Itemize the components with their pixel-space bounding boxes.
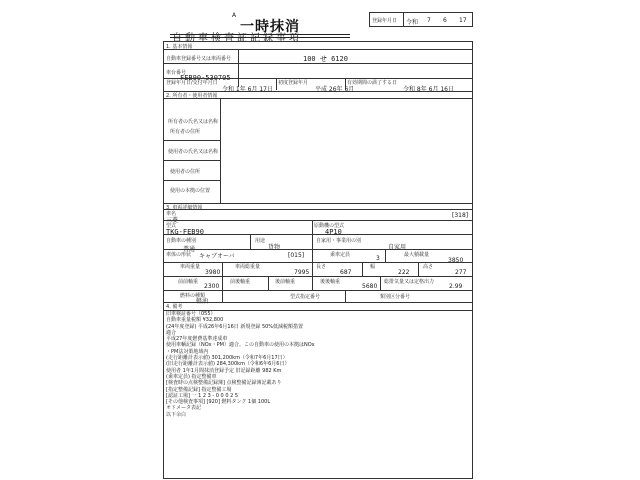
model-no-label: 型式指定番号 <box>290 294 321 300</box>
section-basic: 1. 基本情報 <box>166 44 193 50</box>
issue-date-era: 令和 <box>406 19 419 26</box>
expiry-value: 令和 8年 6月 16日 <box>403 86 454 93</box>
vehicle-type-value: TKG-FEB90 <box>166 228 204 236</box>
issue-date-label: 登録年月日 <box>372 18 398 24</box>
rule <box>385 249 386 262</box>
form-title-strike <box>170 34 350 35</box>
weight-label: 車両重量 <box>180 264 201 270</box>
class-no-label: 類別区分番号 <box>380 294 411 300</box>
rule <box>163 209 473 210</box>
expiry-label: 有効期間の満了する日 <box>347 80 398 86</box>
rule <box>312 276 313 290</box>
section-vehicle: 3. 車両詳細情報 <box>166 205 203 211</box>
use-value: 貨物 <box>268 244 281 251</box>
vehicle-type-label: 型式 <box>166 223 177 229</box>
business-label: 自家用・事業用の別 <box>316 238 362 244</box>
rule <box>345 78 346 90</box>
displacement-label: 総排気量又は定格出力 <box>384 279 435 285</box>
rule <box>163 234 473 235</box>
width-value: 222 <box>398 269 410 276</box>
first-reg2-label: 初度登録年月 <box>278 80 309 86</box>
first-reg-label: 登録年月日/交付年月日 <box>166 80 218 86</box>
remarks-line: 自動車重量税額 ¥32,800 <box>166 317 224 324</box>
rule <box>380 276 381 290</box>
owner-row-label: 所有者の住所 <box>170 129 201 135</box>
rule <box>163 49 473 50</box>
owner-row-label: 所有者の氏名又は名称 <box>168 119 219 125</box>
owner-row-label: 使用者の氏名又は名称 <box>168 149 219 155</box>
owner-row-label: 使用者の住所 <box>170 169 201 175</box>
remarks-line: 旧車検証番号（055） <box>166 311 216 317</box>
section-owner: 2. 所有者・使用者情報 <box>166 93 218 99</box>
rule <box>163 220 473 221</box>
owner-row-label: 使用の本拠の位置 <box>170 188 211 194</box>
kind-label: 自動車の種別 <box>166 238 197 244</box>
mark-a: A <box>232 12 237 19</box>
front-axle-label: 前前軸重 <box>178 279 199 285</box>
model-code: [318] <box>452 212 469 219</box>
height-value: 277 <box>455 269 467 276</box>
length-value: 687 <box>340 269 352 276</box>
front-axle-value: 2300 <box>204 283 220 290</box>
displacement-value: 2.99 <box>449 283 463 290</box>
remarks-line: [指定整備記録] 指定整備工場 <box>166 386 232 393</box>
remarks-line: ・PM法対策地域内 <box>166 348 209 355</box>
chassis-label: 車台番号 <box>166 70 187 76</box>
fuel-value: 軽油 <box>196 298 209 305</box>
rule <box>163 302 473 303</box>
capacity-value: 3 <box>376 255 380 262</box>
rule <box>222 276 223 290</box>
use-label: 用途 <box>255 238 266 244</box>
rule <box>345 290 346 302</box>
reg-no-label: 自動車登録番号又は車両番号 <box>166 56 232 62</box>
business-value: 自家用 <box>388 244 407 251</box>
rule <box>163 203 473 204</box>
rule <box>163 140 221 141</box>
rule <box>268 276 269 290</box>
vehicle-name-value: 三菱 <box>166 217 179 224</box>
issue-date-month: 6 <box>443 17 447 24</box>
remarks-line: (走行距離計表示値) 301,200km（令和7年6月17日） <box>166 355 288 362</box>
remarks-line: 平成27年度燃費基準達成車 <box>166 336 228 343</box>
rule <box>250 234 251 249</box>
rule <box>163 63 473 64</box>
section-remarks: 4. 備考 <box>166 304 183 310</box>
remarks-line: 適合 <box>166 329 177 336</box>
remarks-line: [検査時の点検整備記録簿] 点検整備記録簿記載あり <box>166 380 282 387</box>
remarks-line: (旧走行距離計表示値) 284,300km（令和6年6月6日） <box>166 361 290 368</box>
height-label: 高さ <box>423 264 434 270</box>
rule <box>362 262 363 276</box>
vehicle-name-label: 車名 <box>166 211 177 217</box>
remarks-line: [その他検査事項] [920] 燃料タンク 1個 100L <box>166 399 271 406</box>
axle2-label: 前後軸重 <box>230 279 251 285</box>
rule <box>312 262 313 276</box>
form-title-strike-2 <box>170 37 350 38</box>
remarks-line: (乗車定員) 指定整備車 <box>166 373 217 380</box>
axle3-label: 後前軸重 <box>275 279 296 285</box>
first-reg-value: 令和 1年 6月 17日 <box>222 86 273 93</box>
rule <box>163 160 221 161</box>
remarks-line: オドメータ表記 <box>166 405 201 412</box>
length-label: 長さ <box>316 264 327 270</box>
max-load-label: 最大積載量 <box>404 252 430 258</box>
rule <box>163 276 473 277</box>
remarks-line: (24年度登録) 平成26年6月16日 新規登録 50%低減税額措置 <box>166 323 304 330</box>
body-code: [015] <box>288 252 305 259</box>
engine-label: 原動機の型式 <box>314 223 345 229</box>
weight-value: 3980 <box>205 269 221 276</box>
kind-value: 普通 <box>183 246 196 253</box>
rule <box>163 98 473 99</box>
max-load-value: 3850 <box>448 257 464 264</box>
body-value: キャブオーバ <box>199 253 235 260</box>
remarks-line: 使用者 1年1月間抹消登録予定 旧記録距離 982 Km <box>166 367 282 374</box>
rule <box>222 290 223 302</box>
gross-value: 7995 <box>294 269 310 276</box>
rule <box>220 98 221 203</box>
first-reg2-value: 平成 26年 6月 <box>315 86 355 93</box>
remarks-line: 以下余白 <box>166 411 187 418</box>
rule <box>163 249 473 250</box>
capacity-label: 乗車定員 <box>330 252 351 258</box>
engine-value: 4P10 <box>325 228 342 236</box>
issue-date-divider <box>403 12 404 27</box>
rear-axle-value: 5680 <box>362 283 378 290</box>
gross-label: 車両総重量 <box>235 264 261 270</box>
rule <box>163 180 221 181</box>
issue-date-year: 7 <box>427 17 431 24</box>
body-label: 車体の形状 <box>166 252 192 258</box>
width-label: 幅 <box>370 264 376 270</box>
rule <box>418 262 419 276</box>
remarks-line: [認証工場] 一 1 2 3 - 0 0 0 2 5 <box>166 392 239 399</box>
rule <box>163 290 473 291</box>
chassis-value: FEB90-530705 <box>180 74 231 82</box>
rule <box>222 262 223 276</box>
rule <box>276 78 277 90</box>
form-title: 自動車検査証記録事項 <box>172 33 302 44</box>
rule <box>312 234 313 249</box>
rear-axle-label: 後後軸重 <box>320 279 341 285</box>
rule <box>312 220 313 234</box>
fuel-label: 燃料の種類 <box>180 293 206 299</box>
rule <box>312 249 313 262</box>
stamp-title: 一時抹消 <box>240 19 300 35</box>
rule <box>238 49 239 87</box>
remarks-line: 使用車輌記録（NOx・PM）適合。この自動車の使用の本拠はNOx <box>166 342 315 349</box>
reg-no-value: 100 せ 6120 <box>303 55 348 63</box>
remarks-block <box>166 311 315 418</box>
issue-date-day: 17 <box>459 17 467 24</box>
